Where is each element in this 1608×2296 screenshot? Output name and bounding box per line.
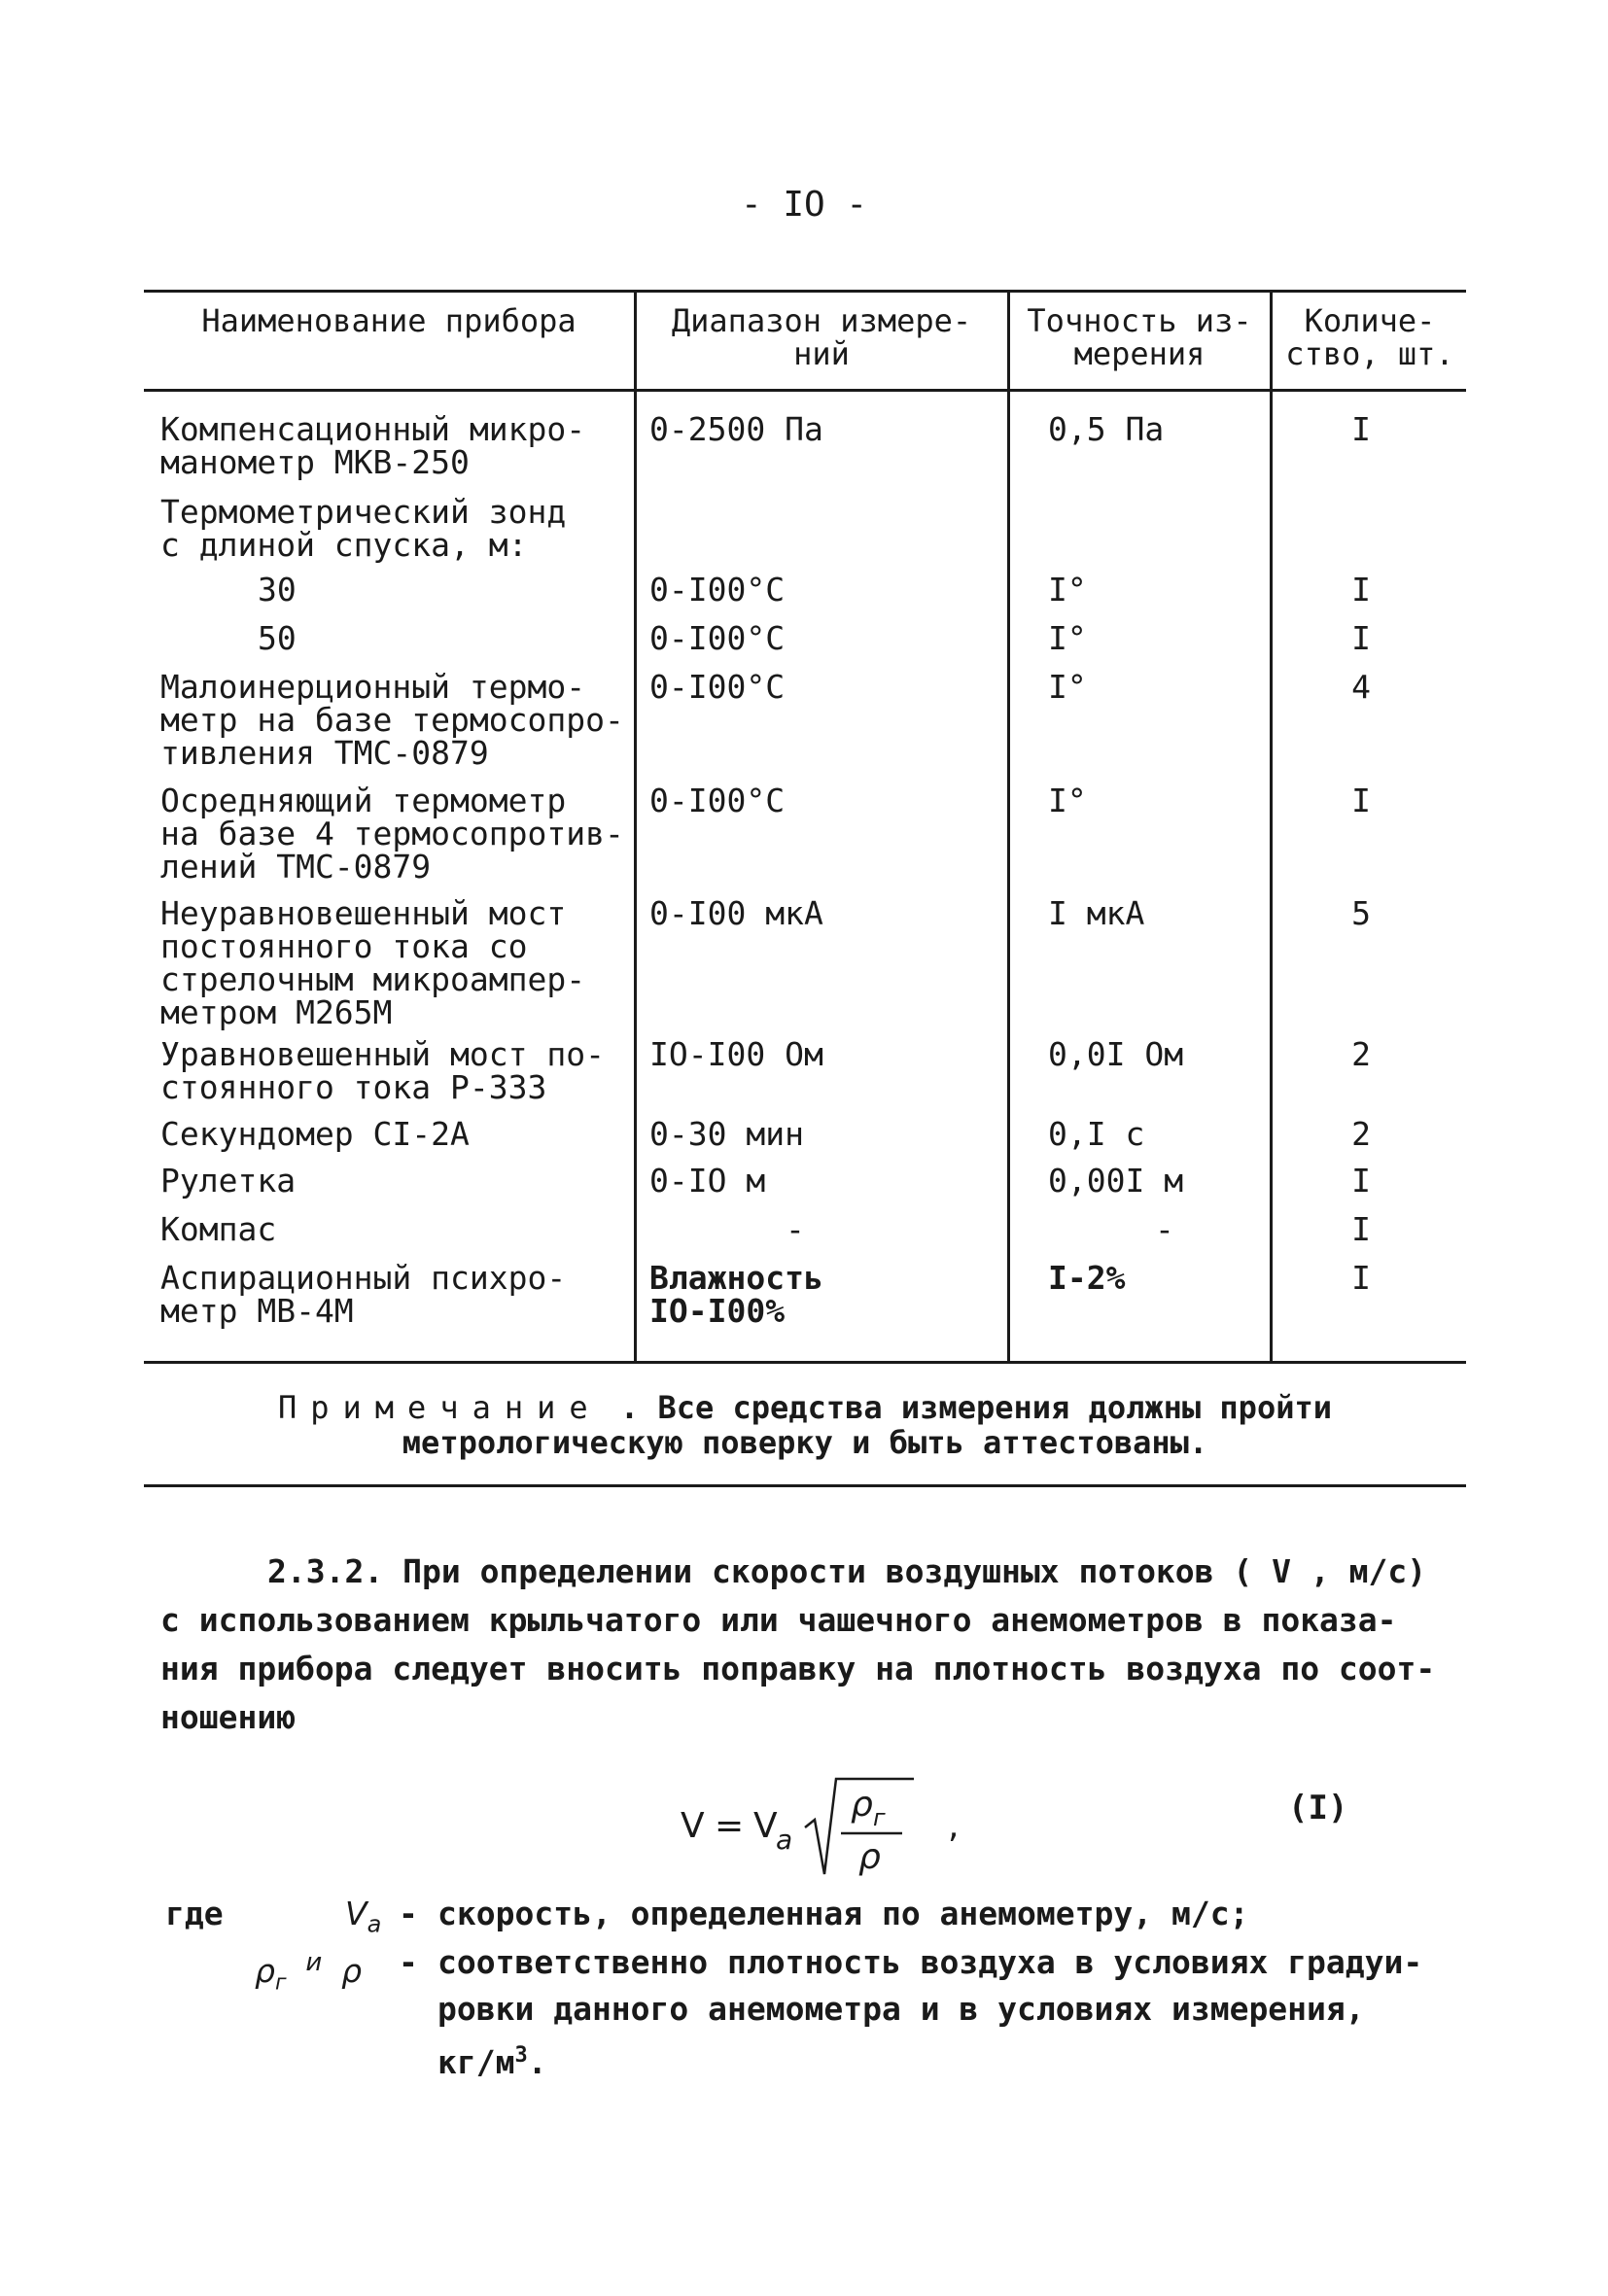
- table-row-qty: I: [1351, 410, 1371, 448]
- table-row-range: 0-30 мин: [649, 1115, 804, 1153]
- formula-va-sub: a: [776, 1824, 793, 1856]
- paragraph-2-3-2: [160, 1548, 1463, 1742]
- table-row-accuracy: I°: [1048, 782, 1087, 819]
- table-row-qty: I: [1351, 619, 1371, 657]
- table-row-qty: 2: [1351, 1035, 1371, 1073]
- paragraph-line-1: При определении скорости воздушных потоков ( V , м/с): [402, 1552, 1427, 1590]
- table-row-accuracy: I°: [1048, 571, 1087, 609]
- header-quantity: Количе- ство, шт.: [1285, 302, 1454, 372]
- header-accuracy: Точность из- мерения: [1027, 302, 1252, 372]
- table-row-qty: 4: [1351, 668, 1371, 706]
- table-top-rule: [144, 290, 1466, 293]
- table-row-accuracy: 0,I с: [1048, 1115, 1145, 1153]
- table-row-range: -: [786, 1210, 805, 1248]
- table-row-accuracy: I°: [1048, 619, 1087, 657]
- table-row-name: 30: [258, 571, 297, 609]
- note-line-1: . Все средства измерения должны пройти: [619, 1389, 1332, 1426]
- table-row-name: Малоинерционный термо- метр на базе термосопро- тивления ТМС-0879: [160, 668, 624, 772]
- table-row-qty: I: [1351, 571, 1371, 609]
- table-row-name: Рулетка: [160, 1162, 297, 1200]
- where-dash-2: -: [399, 1943, 418, 1981]
- table-row-range: 0-I00°C: [649, 668, 786, 706]
- table-bottom-rule: [144, 1361, 1466, 1364]
- formula-number: (I): [1288, 1789, 1348, 1827]
- paragraph-line-3: ния прибора следует вносить поправку на плотность воздуха по соот-: [160, 1650, 1436, 1687]
- paragraph-line-4: ношению: [160, 1698, 297, 1736]
- table-row-range: 0-I00°C: [649, 571, 786, 609]
- formula-numerator-sub: г: [873, 1804, 886, 1831]
- note-line-2: метрологическую поверку и быть аттестованы.: [402, 1424, 1208, 1461]
- table-row-range: 0-IO м: [649, 1162, 766, 1200]
- where-symbol-va: $V_a$: [345, 1895, 382, 1938]
- table-row-accuracy: -: [1155, 1210, 1174, 1248]
- where-symbol-rho: $\rho_г$ $^и$ ρ: [255, 1948, 363, 1996]
- formula-eq: =: [715, 1806, 745, 1846]
- formula-velocity: [671, 1759, 1371, 1886]
- note-label: Примечание: [277, 1389, 602, 1426]
- table-col-divider-2: [1007, 290, 1010, 1363]
- table-row-name: Осредняющий термометр на базе 4 термосопротив- лений ТМС-0879: [160, 782, 624, 886]
- table-header-rule: [144, 389, 1466, 392]
- paragraph-line-2: с использованием крыльчатого или чашечного анемометров в показа-: [160, 1601, 1397, 1639]
- where-text-2: соответственно плотность воздуха в условиях градуи- ровки данного анемометра и в условиях измерения, $кг/м^3$.: [437, 1943, 1423, 2081]
- table-row-name: Секундомер СI-2А: [160, 1115, 470, 1153]
- where-label: где: [165, 1895, 224, 1932]
- formula-va: V: [753, 1806, 778, 1846]
- table-row-name: Термометрический зонд с длиной спуска, м:: [160, 493, 567, 564]
- table-row-name: Аспирационный психро- метр МВ-4М: [160, 1259, 567, 1330]
- table-row-accuracy: I мкА: [1048, 894, 1145, 932]
- header-range: Диапазон измере- ний: [671, 302, 972, 372]
- table-row-name: Неуравновешенный мост постоянного тока со стрелочным микроампер- метром М265М: [160, 894, 586, 1031]
- table-row-name: 50: [258, 619, 297, 657]
- table-row-accuracy: 0,5 Па: [1048, 410, 1165, 448]
- table-row-qty: I: [1351, 782, 1371, 819]
- table-row-range: 0-I00°C: [649, 782, 786, 819]
- table-col-divider-3: [1270, 290, 1273, 1363]
- page-number: - IO -: [740, 185, 868, 225]
- table-row-accuracy: 0,0I Ом: [1048, 1035, 1184, 1073]
- where-dash-1: -: [399, 1895, 418, 1932]
- table-row-range: IO-I00 Ом: [649, 1035, 823, 1073]
- table-row-qty: 2: [1351, 1115, 1371, 1153]
- table-row-range: 0-I00 мкА: [649, 894, 823, 932]
- formula-numerator-rho: ρ: [851, 1785, 873, 1825]
- table-row-name: Уравновешенный мост по- стоянного тока Р-333: [160, 1035, 605, 1106]
- table-row-range: Влажность IO-I00%: [649, 1259, 823, 1330]
- table-row-qty: 5: [1351, 894, 1371, 932]
- paragraph-number: 2.3.2.: [267, 1552, 384, 1590]
- table-row-qty: I: [1351, 1259, 1371, 1297]
- table-row-range: 0-2500 Па: [649, 410, 823, 448]
- formula-lhs: V: [681, 1806, 705, 1846]
- table-row-range: 0-I00°C: [649, 619, 786, 657]
- table-row-name: Компенсационный микро- манометр МКВ-250: [160, 410, 586, 481]
- where-text-1: скорость, определенная по анемометру, м/с;: [437, 1895, 1249, 1932]
- table-row-qty: I: [1351, 1162, 1371, 1200]
- formula-comma: ,: [948, 1806, 960, 1846]
- table-row-qty: I: [1351, 1210, 1371, 1248]
- formula-denominator-rho: ρ: [858, 1837, 881, 1877]
- table-note: [144, 1390, 1466, 1460]
- table-row-accuracy: I-2%: [1048, 1259, 1126, 1297]
- header-name: Наименование прибора: [201, 302, 577, 339]
- table-row-accuracy: I°: [1048, 668, 1087, 706]
- table-row-name: Компас: [160, 1210, 277, 1248]
- note-bottom-rule: [144, 1484, 1466, 1487]
- table-row-accuracy: 0,00I м: [1048, 1162, 1184, 1200]
